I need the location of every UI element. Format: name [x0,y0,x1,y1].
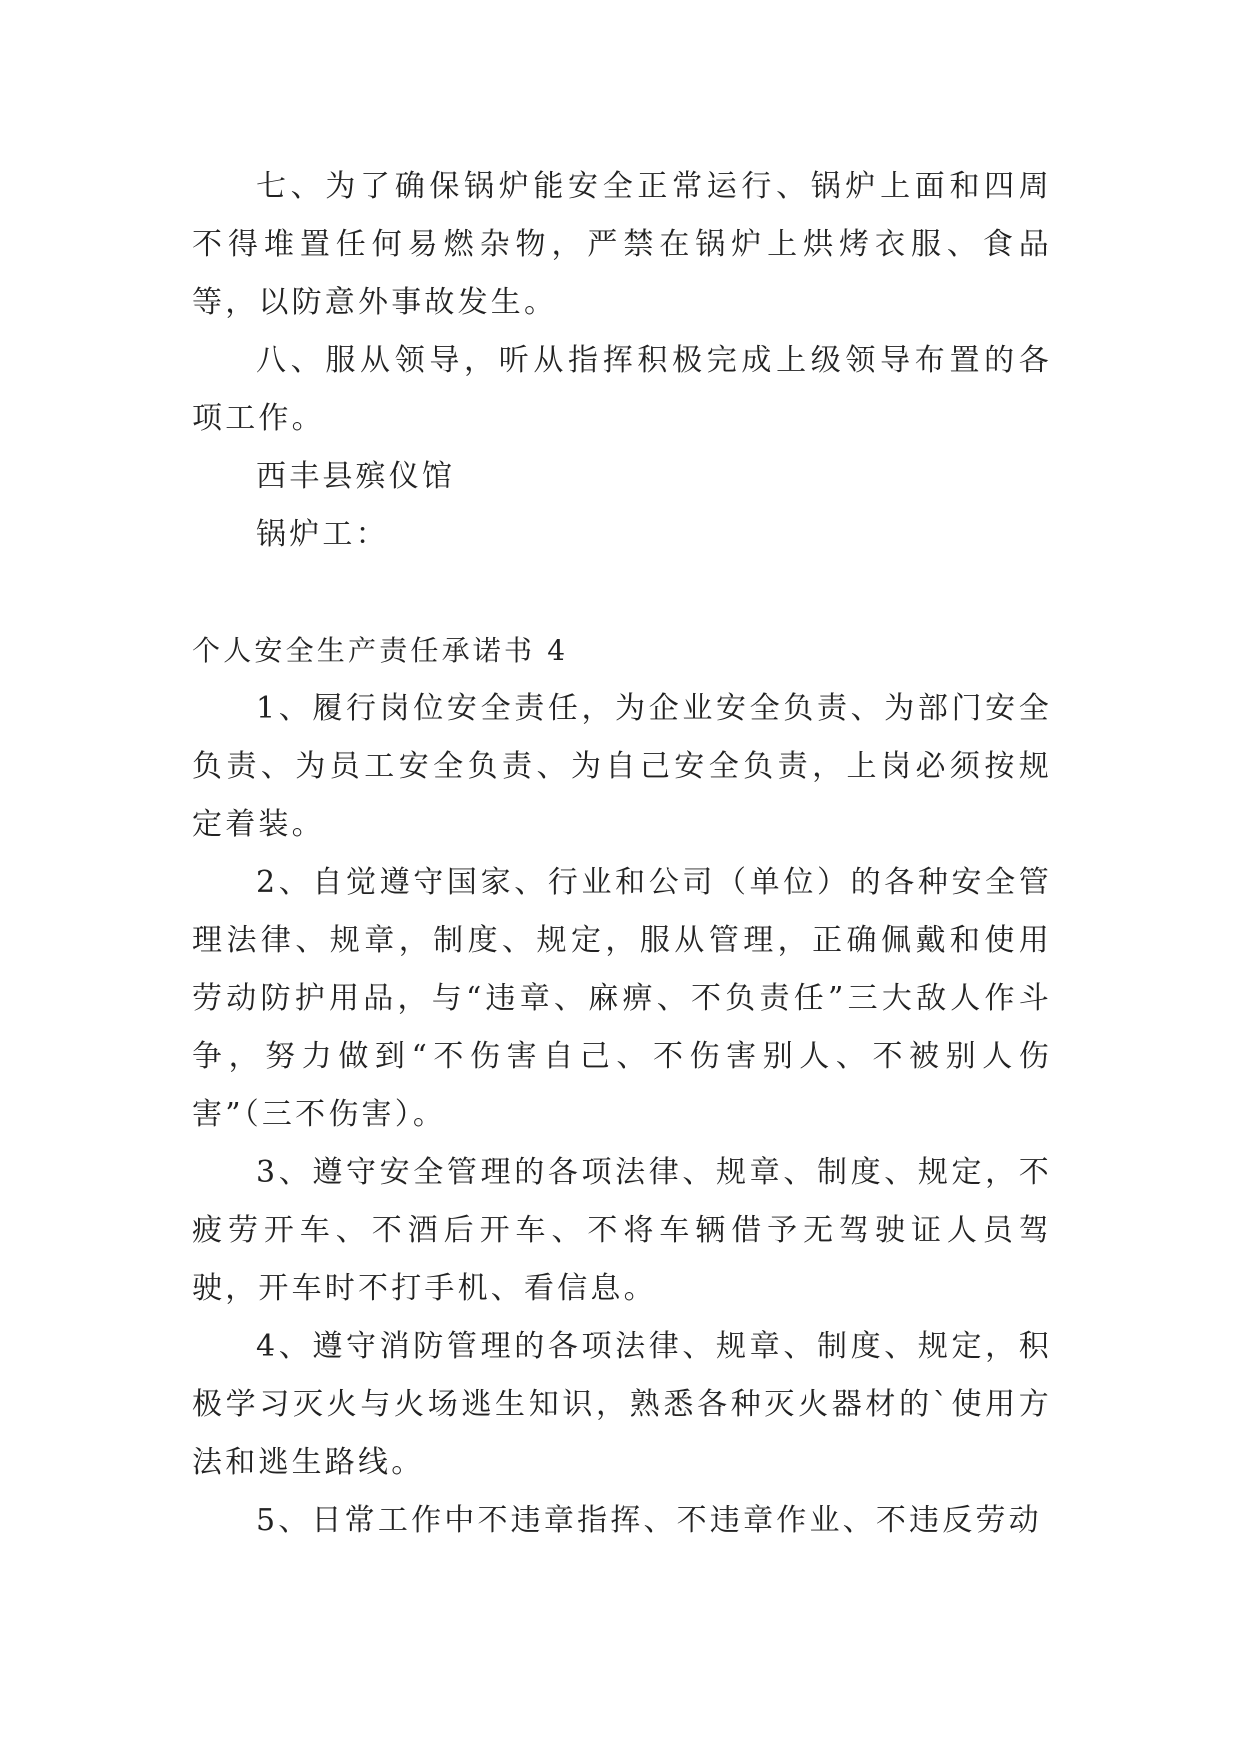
paragraph-item-2: 2、自觉遵守国家、行业和公司（单位）的各种安全管理法律、规章，制度、规定，服从管理，正确佩戴和使用劳动防护用品，与“违章、麻痹、不负责任”三大敌人作斗争，努力做到“不伤害自己、不伤害别人、不被别人伤害”（三不伤害）。 [192,865,1052,1132]
paragraph-item-1: 1、履行岗位安全责任，为企业安全负责、为部门安全负责、为员工安全负责、为自己安全负责，上岗必须按规定着装。 [192,691,1052,842]
paragraph-item-3: 3、遵守安全管理的各项法律、规章、制度、规定，不疲劳开车、不酒后开车、不将车辆借予无驾驶证人员驾驶，开车时不打手机、看信息。 [192,1155,1052,1306]
paragraph-item-8: 八、服从领导，听从指挥积极完成上级领导布置的各项工作。 [192,343,1052,436]
paragraph-item-4: 4、遵守消防管理的各项法律、规章、制度、规定，积极学习灭火与火场逃生知识，熟悉各种灭火器材的`使用方法和逃生路线。 [192,1329,1052,1480]
section-heading: 个人安全生产责任承诺书 4 [192,634,569,667]
signature-organization: 西丰县殡仪馆 [256,459,456,494]
document-body [192,158,1052,1550]
signature-role: 锅炉工： [256,517,389,552]
paragraph-item-5: 5、日常工作中不违章指挥、不违章作业、不违反劳动 [256,1503,1042,1538]
paragraph-item-7: 七、为了确保锅炉能安全正常运行、锅炉上面和四周不得堆置任何易燃杂物，严禁在锅炉上烘烤衣服、食品等，以防意外事故发生。 [192,169,1052,320]
